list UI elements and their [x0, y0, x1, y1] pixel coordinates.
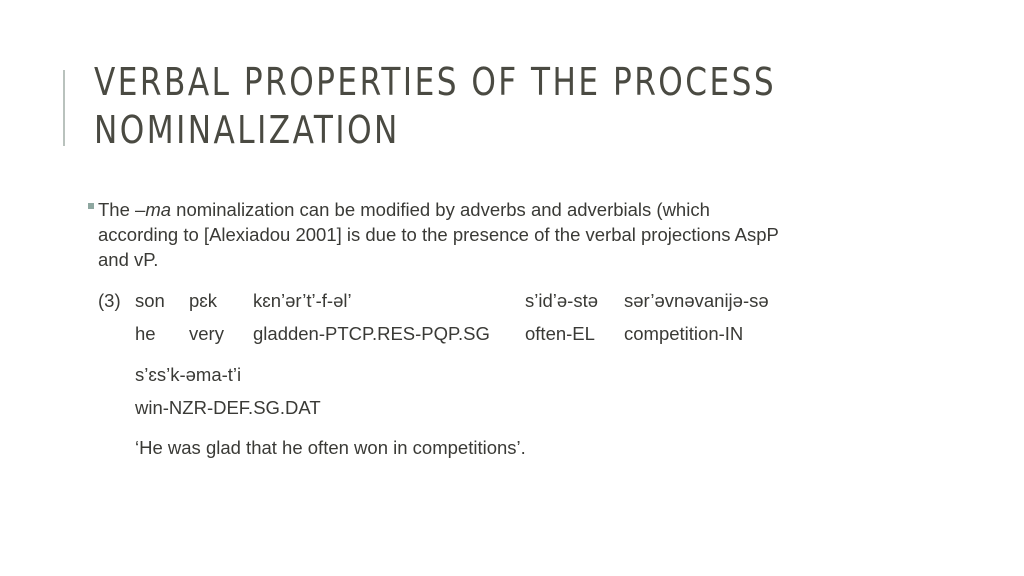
title-accent-bar [63, 70, 65, 146]
example-gloss: often-EL [525, 323, 595, 344]
bullet-square-icon [88, 203, 94, 209]
example-word: kɛn’ər’t’-f-əl’ [253, 290, 352, 311]
slide-title-line-2: NOMINALIZATION [94, 108, 400, 152]
example-word: pɛk [189, 290, 218, 311]
example-number: (3) [98, 290, 121, 311]
bullet-italic-morpheme: ma [145, 199, 172, 220]
bullet-line-1 [88, 197, 908, 222]
example-word: son [135, 290, 165, 311]
example-word: sər’əvnəvanijə-sə [624, 290, 769, 311]
example-translation: ‘He was glad that he often won in competitions’. [135, 437, 526, 458]
bullet-line-3: and vP. [98, 249, 159, 270]
bullet-line-2: according to [Alexiadou 2001] is due to the presence of the verbal projections AspP [98, 224, 779, 245]
slide-title [94, 58, 816, 154]
example-gloss: very [189, 323, 224, 344]
example-gloss: he [135, 323, 156, 344]
bullet-line-1-rest: nominalization can be modified by adverbs and adverbials (which [171, 199, 710, 220]
bullet-prefix: The – [98, 199, 146, 220]
example-gloss-line-2: win-NZR-DEF.SG.DAT [135, 397, 321, 418]
example-word-line-2: s’ɛs’k-əma-t’i [135, 364, 242, 385]
example-gloss: gladden-PTCP.RES-PQP.SG [253, 323, 490, 344]
example-word: s’id’ə-stə [525, 290, 598, 311]
example-gloss: competition-IN [624, 323, 744, 344]
slide-title-line-1: VERBAL PROPERTIES OF THE PROCESS [94, 60, 777, 104]
bullet-point [88, 197, 908, 272]
